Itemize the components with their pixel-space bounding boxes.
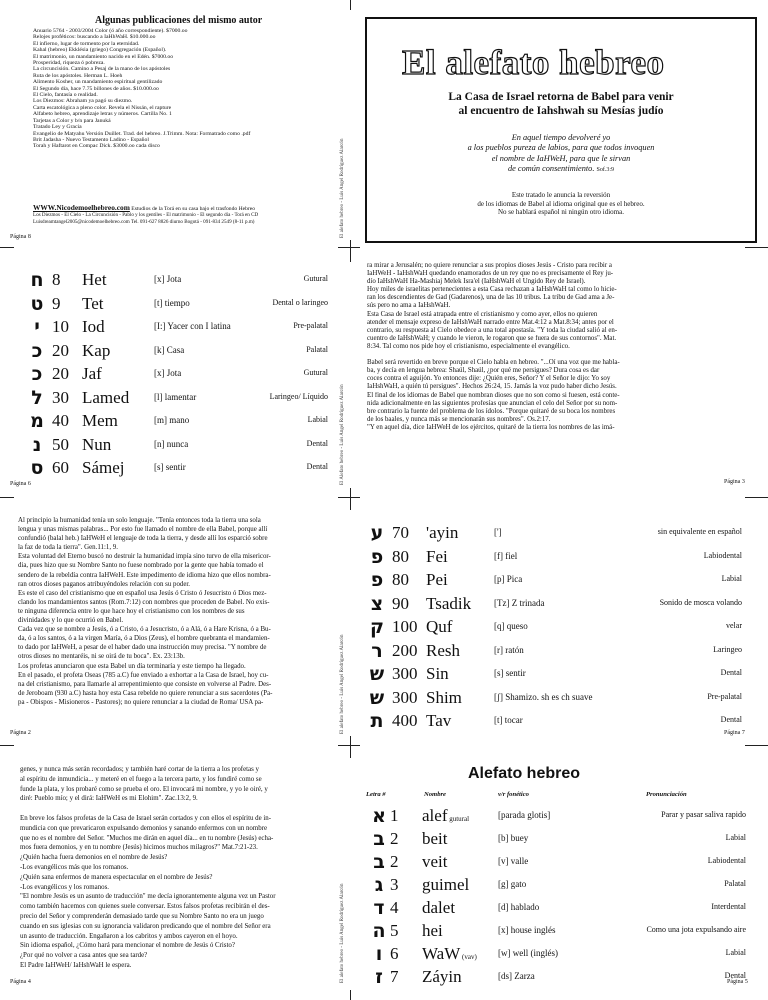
text-line: de los baales, y nunca más se mencionarán sus nombres". Os.2:17.	[367, 415, 551, 423]
letter-phonetic: [t] tocar	[494, 715, 523, 725]
letter-row	[366, 614, 742, 638]
text-line: Los profetas anunciaron que esta Babel un día terminaría y este tiempo ha llegado.	[18, 662, 246, 670]
letter-row	[366, 661, 742, 685]
letter-articulation: Palatal	[306, 344, 328, 354]
letter-name: WaW (vav)	[422, 944, 477, 963]
header-name: Nombre	[424, 791, 446, 798]
letter-articulation: Laringeo	[713, 644, 742, 654]
hebrew-letter-glyph: פ	[370, 569, 384, 591]
text-line: ¿Por qué no volver a casa antes que sea tarde?	[20, 952, 148, 960]
letter-row	[26, 291, 328, 315]
text-line: lengua y unas mismas palabras... Por esto fue llamado el nombre de ella Babel, porque allí	[18, 526, 268, 534]
alefato-headers	[366, 791, 746, 801]
letter-name: Tav	[426, 711, 452, 730]
publication-item: Alfabeto hebreo, aprendizaje letras y números. Cartilla No. 1	[33, 111, 172, 118]
hebrew-letter-glyph: ג	[374, 874, 384, 896]
letter-number: 2	[390, 852, 399, 871]
letter-row	[26, 314, 328, 338]
letter-articulation: Palatal	[724, 879, 746, 888]
text-line: divinidades y lo que ocurrió en Babel.	[18, 617, 124, 625]
letter-name: Iod	[82, 317, 105, 336]
text-line: nida adicionalmente en las siguientes profesías que anuncian el celo del Señor por su nom-	[367, 399, 618, 407]
hebrew-letter-glyph: ש	[369, 663, 385, 685]
text-line: la faz de toda la tierra". Gen.11:1, 9.	[18, 544, 118, 552]
letter-number: 6	[390, 944, 399, 963]
publications-list	[33, 28, 338, 150]
letter-name: Het	[82, 270, 107, 289]
letter-phonetic: [b] buey	[498, 833, 529, 843]
letter-articulation: Dental	[720, 715, 742, 724]
letter-number: 1	[390, 806, 399, 825]
hebrew-letter-glyph: א	[372, 805, 386, 827]
text-line: Hoy miles de israelitas pertenecientes a esta Casa rechazan a IaHshWaH tal como lo hicie-	[367, 286, 617, 294]
note-line-1: Este tratado le anuncia la reversión	[511, 191, 611, 199]
letter-name: Tet	[82, 293, 104, 313]
letter-phonetic: [q] queso	[494, 621, 528, 631]
text-line: Cada vez que se nombre a Jesús, ó a Cristo, ó a Jesucristo, ó a Alá, ó a Hare Krisna, ó a Bu-	[18, 626, 271, 634]
text-line: En el pasado, el profeta Oseas (785 a.C) fue enviado a exhortar a la Casa de Israel, hoy cu-	[18, 671, 269, 679]
letter-number: 40	[52, 411, 69, 430]
letter-name: Quf	[426, 617, 453, 636]
crop-mark	[0, 497, 14, 498]
letter-name: Sámej	[82, 458, 125, 477]
text-line: ¿Quién hacha fuera demonios en el nombre de Jesús?	[20, 854, 168, 862]
cover-box	[365, 17, 757, 243]
letter-name: Pei	[426, 570, 448, 589]
text-line: pa - Obispos - Misioneros - Pastores); no quiere renunciar a la ciudad de Roma/ USA pa-	[18, 698, 264, 706]
text-line: -Los evangélicos más que los romanos.	[20, 863, 129, 871]
text-line: bre contrario la fuente del problema de los ídolos. "Porque quitaré de su boca los nombres	[367, 407, 616, 415]
letter-phonetic: [s] sentir	[154, 462, 186, 472]
publication-item: Evangelio de Matyahu Versión Duillet. Trad. del hebreo. J.Trimm. Nota: Formatrado como .pdf	[33, 130, 251, 137]
text-line: coces contra el aguijón. Yo entonces dije: ¿Quién eres, Señor? Y el Señor le dijo: Yo soy	[367, 375, 611, 383]
letter-articulation: Labial	[721, 574, 742, 583]
alefato-row	[366, 849, 746, 873]
publication-item: El matrimonio, un mandamiento nacido en el Edén. $7000.oo	[33, 53, 174, 60]
hebrew-letter-glyph: ר	[371, 639, 383, 662]
letter-phonetic: [ʃ] Shamizo. sh es ch suave	[494, 691, 593, 702]
letter-number: 200	[392, 640, 418, 660]
publication-item: El infierno, lugar de tormento por la eternidad.	[33, 40, 140, 47]
hebrew-letter-glyph: ו	[375, 943, 383, 965]
website-tail: Estudios de la Torá en su casa bajo el trasfondo Hebreo	[129, 206, 256, 212]
letter-articulation: Pre-palatal	[293, 321, 328, 330]
hebrew-letter-glyph: ב	[373, 828, 385, 850]
crop-mark	[745, 497, 768, 498]
letter-articulation: Parar y pasar saliva rapido	[661, 810, 746, 819]
publications-title: Algunas publicaciones del mismo autor	[95, 15, 263, 26]
text-line: clando los mandamientos santos (Rom.7:12) con nombres que proceden de Babel. No exis-	[18, 598, 270, 606]
cover-subtitle-1: La Casa de Israel retorna de Babel para venir	[448, 91, 674, 103]
footer-contact: Luisdreamtangel2005@nicodemoelhebreo.com Tel. 091-627 8826 diurno Bogotá - 091-834 2549 (8-11 p.m)	[33, 219, 255, 225]
letter-name-note: (vav)	[460, 953, 477, 961]
hebrew-letter-glyph: פ	[370, 545, 384, 568]
letter-number: 90	[392, 593, 409, 613]
text-line: confundió (balal heb.) IaHWeH el lenguaje de toda la tierra, y desde allí los esparció sobre	[18, 535, 268, 543]
hebrew-letter-glyph: ת	[370, 710, 384, 732]
letter-articulation: Dental	[306, 462, 328, 471]
quote-line-4: de común consentimiento.	[508, 163, 595, 173]
cover-title: El alefato hebreo	[402, 43, 665, 82]
letter-number: 300	[392, 664, 418, 683]
publication-item: Tarjetas a Color y b/n para Januká	[33, 117, 111, 124]
crop-mark	[0, 745, 14, 746]
letter-name: dalet	[422, 898, 456, 917]
publication-item: La circuncisión. Camino a Pesaj de la mano de los apóstoles	[33, 66, 171, 73]
text-line: Babel será revertido en breve porque el Cielo habla en hebreo. "...Oí una voz que me habla-	[367, 359, 620, 367]
text-line: te ninguna diferencia entre lo que hace hoy el cristianismo con los nombres de sus	[18, 607, 245, 615]
quote-ref: Sof.3:9	[596, 166, 614, 173]
text-line: cuentro de IaHshWaH; y cuando le vieron, le rogaron que se fuera de sus contornos". Mat.	[367, 334, 617, 342]
hebrew-letter-glyph: י	[34, 316, 40, 338]
letter-number: 8	[52, 270, 61, 289]
letter-number: 5	[390, 921, 399, 940]
letter-phonetic: [f] fiel	[494, 550, 518, 561]
website-line	[33, 203, 343, 212]
letter-articulation: sin equivalente en español	[657, 527, 742, 536]
letter-phonetic: [Tz] Z trinada	[494, 597, 545, 608]
letter-phonetic: [s] sentir	[494, 668, 526, 678]
hebrew-letter-glyph: ק	[370, 616, 384, 638]
letter-phonetic: [d] hablado	[498, 902, 540, 912]
letter-phonetic: [r] ratón	[494, 644, 524, 655]
hebrew-letter-glyph: ה	[372, 920, 386, 942]
publication-item: Los Diezmos: Abraham ya pagó su diezmo.	[33, 98, 133, 105]
letter-number: 300	[392, 687, 418, 707]
text-line: da, ó a los santos, ó a la virgen María, ó a Dios (Zeus), el hombre quebranta el mandamien-	[18, 635, 270, 643]
page-6-letter-table	[26, 267, 328, 479]
letter-phonetic: [parada glotis]	[498, 810, 551, 820]
letter-articulation: Sonido de mosca volando	[659, 597, 742, 607]
crop-mark	[745, 745, 768, 746]
quote-line-3: el nombre de IaHWeH, para que le sirvan	[491, 153, 631, 163]
text-line: El final de los idiomas de Babel que nombran dioses que no son como si fuesen, está conte-	[367, 391, 620, 399]
letter-articulation: Labiodental	[707, 856, 746, 865]
hebrew-letter-glyph: ד	[373, 897, 385, 919]
text-line: "Y en aquel día, dice IaHWeH de los ejércitos, quitaré de la tierra los nombres de las imá-	[367, 423, 615, 431]
page-2-text	[18, 516, 338, 707]
page-number-5: Página 5	[727, 979, 748, 985]
publication-item: Anuario 5764 - 2003/2004 Color (ó año correspondiente). $7000.oo	[33, 28, 188, 34]
text-line: sús pero no ama a IaHshWaH.	[367, 302, 451, 310]
header-pronunciation: Pronunciación	[646, 791, 687, 798]
note-line-3: No se hablará español ni ningún otro idioma.	[498, 208, 624, 217]
hebrew-letter-glyph: ס	[30, 457, 44, 479]
letter-phonetic: [m] mano	[154, 415, 190, 425]
footer-topics: Los Diezmos - El Cielo - La Circuncisión - Pablo y los gentiles - El matrimonio - El segundo día - Torá en CD	[33, 212, 259, 218]
text-line: IaHWeH - IaHshWaH quedando enamorados de un rey que no es precisamente el Rey ju-	[367, 270, 614, 278]
letter-articulation: Gutural	[303, 274, 328, 283]
letter-phonetic: [ds] Zarza	[498, 971, 535, 981]
publication-item: Relojes proféticos: buscando a IaHhWaH. $10.000.oo	[33, 34, 156, 41]
header-letter: Letra #	[366, 791, 386, 798]
letter-phonetic: [l] lamentar	[154, 391, 197, 402]
alefato-title: Alefato hebreo	[468, 765, 581, 782]
text-line: ran los descendientes de Gad (Gadarenos), una de las 10 tribus. La tribu de Gad ama a Je-	[367, 294, 615, 302]
alefato-row	[366, 964, 746, 988]
letter-phonetic: [k] Casa	[154, 344, 185, 355]
text-line: funde la plata, y los probaré como se prueba el oro. El invocará mi nombre, y yo le oiré, y	[20, 785, 268, 793]
page-3-text	[367, 262, 755, 432]
page-number-4: Página 4	[10, 979, 31, 985]
letter-name: 'ayin	[426, 523, 459, 542]
vertical-caption-4: El alefato hebreo - Luis Angel Rodríguez Alarcón	[340, 883, 345, 983]
letter-number: 3	[390, 875, 399, 894]
letter-name: veit	[422, 852, 448, 871]
letter-row	[26, 455, 328, 479]
text-line: dia, pues hizo que su Nombre Santo no fuese nombrado por la gente que había tomado el	[18, 562, 264, 570]
quote-line-2: a los pueblos pureza de labios, para que todos invoquen	[467, 143, 655, 153]
publication-item: Kahal (hebreo) Ekklésia (griego) Congregación (Español).	[33, 47, 167, 54]
letter-phonetic: [g] gato	[498, 879, 527, 889]
text-line: IaHshWaH, a quién tú persigues". Hechos 26:24, 15. Jamás la voz pudo haber dicho Jesús.	[367, 383, 617, 391]
letter-name: alef gutural	[422, 806, 470, 825]
letter-row	[26, 432, 328, 456]
publication-item: El Cielo, fantasía o realidad.	[33, 92, 98, 99]
text-line: Sin idioma español, ¿Cómo hará para mencionar el nombre de Jesús ó Cristo?	[20, 942, 235, 950]
letter-articulation: Labiodental	[703, 550, 742, 560]
letter-name: Lamed	[82, 387, 130, 407]
letter-number: 30	[52, 387, 69, 407]
crop-mark	[350, 0, 351, 10]
text-line: ran otros dioses paganos atribuyéndoles relación con su poder.	[18, 580, 191, 588]
alefato-row	[366, 803, 746, 827]
crop-mark	[338, 745, 360, 746]
letter-name: Resh	[426, 640, 460, 660]
letter-articulation: Labial	[725, 948, 746, 957]
letter-number: 20	[52, 340, 69, 360]
letter-name: Tsadik	[426, 593, 472, 613]
text-line: "El nombre Jesús es un asunto de traducción" me decía ignorantemente alguna vez un Pastor	[20, 893, 276, 901]
publication-item: Alimento Kosher, un mandamiento espiritual gentilizado	[33, 79, 163, 86]
hebrew-letter-glyph: ח	[30, 269, 44, 291]
alefato-row	[366, 918, 746, 942]
cover-quote	[367, 133, 755, 175]
text-line: El Padre IaHWeH/ IaHshWaH le espera.	[20, 961, 132, 969]
letter-name: Mem	[82, 411, 118, 430]
letter-articulation: Dental o laringeo	[272, 297, 328, 307]
letter-row	[366, 520, 742, 544]
letter-articulation: Labial	[725, 833, 746, 842]
hebrew-letter-glyph: ש	[369, 686, 385, 709]
text-line	[20, 804, 338, 814]
letter-name-note: gutural	[447, 815, 470, 823]
text-line: sendero de la rebeldía contra IaHWeH. Este impedimento de idioma hizo que ellos nombra-	[18, 571, 271, 579]
page-number-8: Página 8	[10, 234, 31, 240]
letter-name: Fei	[426, 546, 448, 566]
letter-row	[366, 685, 742, 709]
hebrew-letter-glyph: מ	[30, 410, 44, 432]
quote-line-1: En aquel tiempo devolveré yo	[511, 133, 611, 142]
text-line: como también hacemos con quienes suele conversar. Estos falsos profetas recibirán el des-	[20, 903, 270, 911]
letter-name: Shim	[426, 687, 462, 707]
text-line: de Jeroboam (930 a.C) hasta hoy esta Casa rebelde no quiere renunciar a sus sacerdotes (Pa-	[18, 689, 273, 697]
crop-mark	[350, 990, 351, 1000]
letter-row	[366, 591, 742, 615]
page-number-3: Página 3	[724, 479, 745, 485]
crop-mark	[350, 488, 351, 510]
publication-item: Torah y Haftarot en Compac Dick. $3000.oo cada disco	[33, 143, 160, 150]
vertical-caption-6: El Alefato hebreo - Luis Angel Rodríguez Alarcón	[340, 384, 345, 485]
letter-articulation: Labial	[307, 415, 328, 424]
letter-name: hei	[422, 921, 443, 940]
letter-number: 80	[392, 546, 409, 566]
text-line: diré: Pueblo mío; y el dirá: IaHWeH es mi Elohim". Zac.13:2, 9.	[20, 795, 198, 803]
letter-number: 400	[392, 711, 418, 730]
vertical-caption-8: El alefato hebreo - Luis Angel Rodríguez Alarcón	[340, 138, 345, 238]
text-line: to dado por IaHWeH, a pesar de el haber dado una instrucción muy precisa. "Y nombre de	[18, 644, 267, 652]
letter-number: 2	[390, 829, 399, 848]
hebrew-letter-glyph: ל	[31, 386, 43, 409]
letter-phonetic: [x] house inglés	[498, 925, 556, 935]
text-line: Esta Casa de Israel está atrapada entre el cristianismo y como ayer, ellos no quieren	[367, 310, 598, 318]
letter-number: 4	[390, 898, 399, 917]
text-line: ¿Quién sana enfermos de manera espectacular en el nombre de Jesús?	[20, 873, 213, 881]
hebrew-letter-glyph: ז	[375, 966, 383, 988]
letter-row	[366, 638, 742, 662]
publication-item: Tratado Ley y Gracia	[33, 124, 82, 131]
letter-phonetic: [v] valle	[498, 856, 529, 866]
page-number-7: Página 7	[724, 730, 745, 736]
letter-phonetic: [w] well (inglés)	[498, 948, 558, 958]
publication-item: Ruta de los apóstoles. Herman L. Hoeh	[33, 72, 123, 79]
letter-articulation: Dental	[724, 971, 746, 980]
publication-item: Carta escatológica a pleno color. Revela el Nissán, el rapture	[33, 104, 172, 111]
website-link[interactable]: WWW.Nicodemoelhebreo.com	[33, 203, 130, 212]
text-line: Esta voluntad del Eterno buscó no destruir la humanidad impía sino turvo de ella misericor-	[18, 553, 271, 561]
letter-name: Nun	[82, 434, 112, 454]
crop-mark	[0, 247, 14, 248]
letter-name: beit	[422, 829, 448, 848]
letter-row	[26, 338, 328, 362]
hebrew-letter-glyph: כ	[31, 363, 43, 385]
vertical-caption-2: El alefato hebreo - Luis Angel Rodríguez Alarcón	[340, 634, 345, 734]
letter-number: 80	[392, 570, 409, 589]
letter-name: Kap	[82, 340, 111, 360]
letter-articulation: Laringeo/ Líquido	[269, 391, 328, 401]
text-line: que no es el nombre del Señor. "Muchos me dirán en aquel día... en tu nombre (Jesús) echa-	[20, 834, 274, 842]
page-number-2: Página 2	[10, 730, 31, 736]
hebrew-letter-glyph: ט	[30, 292, 44, 315]
hebrew-letter-glyph: ב	[373, 851, 385, 873]
letter-row	[366, 708, 742, 732]
letter-row	[26, 361, 328, 385]
text-line: otros dioses no mentaréis, ni se oirá de tu boca". Ex. 23:13b.	[18, 653, 185, 661]
letter-phonetic: [']	[494, 527, 502, 537]
page-7-letter-table	[366, 520, 742, 732]
letter-number: 60	[52, 458, 69, 477]
text-line: 8:34. Tal como nos pide hoy el cristianismo, especialmente el evangélico.	[367, 342, 570, 350]
letter-number: 100	[392, 617, 418, 636]
crop-mark	[350, 736, 351, 758]
hebrew-letter-glyph: כ	[31, 339, 43, 362]
letter-name: Jaf	[82, 364, 102, 383]
text-line: un asunto de traducción. Engañaron a los cabritos y ambos cayeron en el hoyo.	[20, 932, 238, 940]
text-line: dío IaHshWaH Ha-Mashiaj Melek Isra'el (IaHshWaH el Ungido Rey de Israel).	[367, 278, 586, 286]
letter-phonetic: [x] Jota	[154, 368, 182, 378]
letter-row	[366, 567, 742, 591]
text-line: Es este el caso del cristianismo que en español usa Jesús ó Cristo ó Jesucristo ó Dios mez-	[18, 589, 267, 597]
letter-name: Záyin	[422, 967, 462, 986]
publication-item: Brit Jadasha - Nuevo Testamento Ladino - Español	[33, 136, 149, 143]
alefato-row	[366, 895, 746, 919]
text-line: al espíritu de inmundicia... y meteré en el fuego a la tercera parte, y los fundiré como se	[20, 775, 262, 783]
letter-articulation: velar	[726, 621, 742, 630]
cover-note	[367, 191, 755, 217]
crop-mark	[338, 497, 360, 498]
publication-item: Prosperidad, riqueza ó pobreza.	[33, 60, 105, 67]
letter-phonetic: [n] nunca	[154, 438, 189, 449]
letter-number: 9	[52, 293, 61, 313]
crop-mark	[745, 247, 768, 248]
alefato-row	[366, 872, 746, 896]
letter-number: 20	[52, 364, 69, 383]
text-line: En breve los falsos profetas de la Casa de Israel serán cortados y con ellos el espíritu de in-	[20, 814, 272, 822]
text-line: mundicia con que prevaricaron expulsando demonios y sanando enfermos con un nombre	[20, 824, 268, 832]
letter-phonetic: [x] Jota	[154, 274, 182, 284]
page-number-6: Página 6	[10, 481, 31, 487]
text-line: na del cristianismo, para llamarle al arrepentimiento que consiste en volverse al Padre. Des-	[18, 680, 272, 688]
alefato-row	[366, 826, 746, 850]
alefato-row	[366, 941, 746, 965]
header-phonetic: v/r fonético	[498, 791, 529, 798]
letter-name: guimel	[422, 875, 470, 894]
hebrew-letter-glyph: ע	[370, 522, 384, 544]
letter-phonetic: [t] tiempo	[154, 297, 190, 308]
crop-mark	[338, 247, 360, 248]
letter-number: 70	[392, 523, 409, 542]
letter-row	[366, 544, 742, 568]
letter-phonetic: [p] Pica	[494, 574, 523, 584]
letter-articulation: Gutural	[303, 368, 328, 377]
crop-mark	[350, 240, 351, 262]
letter-articulation: Como una jota expulsando aire	[646, 925, 746, 934]
letter-row	[26, 267, 328, 291]
text-line	[367, 351, 755, 359]
page-8	[0, 0, 345, 245]
text-line: precio del Señor y comprenderán demasiado tarde que su Nombre Santo no era un juego	[20, 912, 264, 920]
text-line: mos fuera demonios, y en tu nombre (Jesús) hicimos muchos milagros?" Mat.7:21-23.	[20, 844, 258, 852]
letter-phonetic: [I:] Yacer con I latina	[154, 321, 231, 331]
letter-number: 7	[390, 967, 399, 986]
page-4-text	[20, 765, 338, 971]
text-line: cuando en sus iglesias con su ignorancia validaron predicando que el nombre del Señor era	[20, 922, 271, 930]
text-line: ra mirar a Jerusalén; no quiere renunciar a sus propios dioses Jesús - Cristo para recibir a	[367, 262, 612, 269]
letter-number: 10	[52, 317, 69, 336]
letter-articulation: Pre-palatal	[707, 691, 742, 701]
letter-number: 50	[52, 434, 69, 454]
letter-articulation: Dental	[306, 438, 328, 448]
text-line: atender el mensaje expreso de IaHshWaH narrado entre Mat.4:12 a Mat.8:34; antes por el	[367, 318, 614, 326]
letter-row	[26, 385, 328, 409]
page-5-letter-table	[366, 803, 746, 988]
cover-subtitle-2: al encuentro de Iahshwah su Mesías judío	[458, 105, 664, 117]
text-line: genes, y nunca más serán recordados; y también haré cortar de la tierra a los profetas y	[20, 766, 259, 773]
text-line: -Los evangélicos y los romanos.	[20, 883, 109, 891]
text-line: Al principio la humanidad tenía un solo lenguaje. "Tenía entonces toda la tierra una sola	[18, 517, 261, 524]
text-line: contrario, su respuesta al Cielo obedece a una total apostasía. "Y toda la ciudad salió al en-	[367, 326, 618, 334]
letter-row	[26, 408, 328, 432]
hebrew-letter-glyph: צ	[370, 592, 384, 615]
publication-item: El Segundo día, hace 7.75 billones de años. $10.000.oo	[33, 85, 159, 92]
note-line-2: de los idiomas de Babel al idioma original que es el hebreo.	[477, 199, 645, 208]
letter-articulation: Dental	[720, 668, 742, 677]
letter-name: Sin	[426, 664, 449, 683]
letter-articulation: Interdental	[711, 902, 746, 911]
text-line: ba, y decía en lengua hebrea: Shaúl, Shaúl, ¿por qué me persigues? Dura cosa es dar	[367, 367, 600, 375]
hebrew-letter-glyph: נ	[32, 433, 42, 456]
